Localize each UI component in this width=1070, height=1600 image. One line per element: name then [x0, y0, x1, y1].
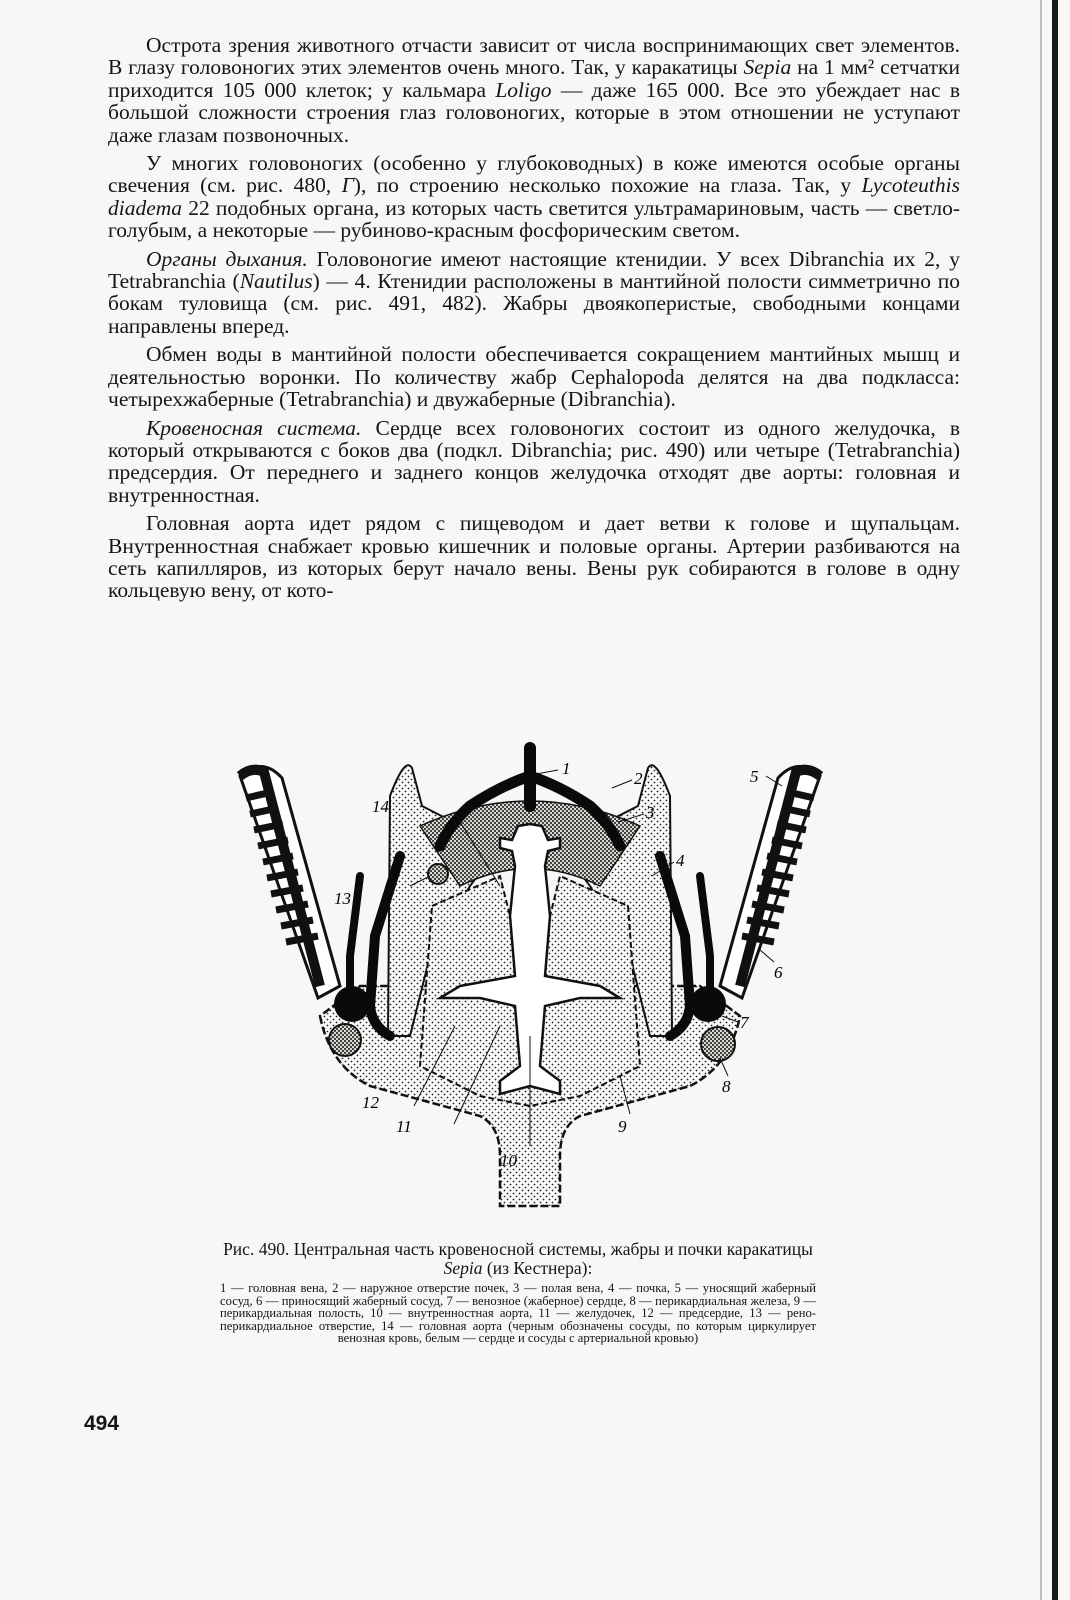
text-run: Кровеносная система.: [146, 415, 362, 440]
label-2: 2: [634, 769, 643, 788]
label-10: 10: [500, 1151, 517, 1170]
label-7: 7: [740, 1013, 749, 1032]
left-gill: [240, 766, 340, 998]
label-14: 14: [372, 797, 389, 816]
label-13: 13: [334, 889, 351, 908]
text-run: ), по строению несколько похожие на глаза. Так, у: [353, 173, 862, 198]
label-5: 5: [750, 767, 759, 786]
text-run: Loligo: [495, 77, 552, 102]
text-run: на 1 мм² сетчатки приходится 105 000 клеток; у кальмара: [108, 55, 960, 102]
label-1: 1: [562, 759, 571, 778]
label-8: 8: [722, 1077, 731, 1096]
label-3: 3: [646, 803, 655, 822]
text-run: — даже 165 000. Все это убеждает нас в большой сложности строения глаз головоногих, которые в этом отношении не уступают даже глазам позвоночных.: [108, 77, 960, 147]
caption-genus: Sepia: [443, 1258, 483, 1278]
label-9: 9: [618, 1117, 627, 1136]
body-text: [108, 34, 960, 608]
scan-shadow: [1040, 0, 1042, 1600]
text-run: Органы дыхания.: [146, 246, 308, 271]
text-run: Сердце всех головоногих состоит из одного желудочка, в который открываются с боков два (подкл. Dibranchia; рис. 490) или четыре (Tetrabranchia) предсердия. От переднего и заднего концов желудочка отходят две аорты: головная и внутренностная.: [108, 415, 960, 507]
text-run: Острота зрения животного отчасти зависит от числа воспринимающих свет элементов. В глазу головоногих этих элементов очень много. Так, у каракатицы: [108, 33, 960, 80]
label-6: 6: [774, 963, 783, 982]
paragraph-3: [108, 248, 960, 338]
text-run: 22 подобных органа, из которых часть светится ультрамариновым, часть — светло-голубым, а некоторые — рубиново-красным фосфорическим светом.: [108, 195, 960, 243]
paragraph-4: [108, 343, 960, 410]
text-run: Обмен воды в мантийной полости обеспечивается сокращением мантийных мышц и деятельностью воронки. По количеству жабр Cephalopoda делятся на два подкласса: четырехжаберные (Tetrabranchia) и двужаберные (Dibranchia).: [108, 342, 960, 412]
text-run: Головоногие имеют настоящие ктенидии. У всех Dibranchia их 2, у Tetrabranchia (: [108, 246, 960, 294]
label-12: 12: [362, 1093, 379, 1112]
caption-post: (из Кестнера):: [482, 1258, 593, 1278]
paragraph-5: [108, 417, 960, 507]
scan-edge: [1052, 0, 1058, 1600]
paragraph-6: [108, 512, 960, 602]
text-run: Головная аорта идет рядом с пищеводом и дает ветви к голове и щупальцам. Внутренностная снабжает кровью кишечник и половые органы. Артерии разбиваются на сеть капилляров, из которых берут начало вены. Вены рук собираются в голове в одну кольцевую вену, от кото-: [108, 511, 960, 603]
page-number: 494: [84, 1412, 120, 1435]
text-run: Sepia: [743, 55, 792, 80]
caption-legend: 1 — головная вена, 2 — наружное отверстие почек, 3 — полая вена, 4 — почка, 5 — уносящий жаберный сосуд, 6 — приносящий жаберный сосуд, 7 — венозное (жаберное) сердце, 8 — перикардиальная железа, 9 — перикардиальная полость, 10 — внутренностная аорта, 11 — желудочек, 12 — предсердие, 13 — рено-перикардиальное отверстие, 14 — головная аорта (черным обозначены сосуды, по которым циркулирует венозная кровь, белым — сердце и сосуды с артериальной кровью): [220, 1281, 816, 1346]
right-gill: [720, 766, 820, 998]
figure-490: [200, 736, 860, 1216]
text-run: У многих головоногих (особенно у глубоководных) в коже имеются особые органы свечения (см. рис. 480,: [108, 151, 960, 198]
text-run: ) — 4. Ктенидии расположены в мантийной полости симметрично по бокам туловища (см. рис. 491, 482). Жабры двоякоперистые, свободными концами направлены вперед.: [108, 269, 960, 338]
caption-pre: Рис. 490. Центральная часть кровеносной системы, жабры и почки каракатицы: [223, 1239, 813, 1259]
text-run: Lycoteuthis diadema: [108, 173, 960, 220]
label-11: 11: [396, 1117, 412, 1136]
figure-caption: [220, 1240, 816, 1345]
paragraph-1: [108, 34, 960, 146]
text-run: Nautilus: [239, 269, 313, 294]
text-run: Г: [341, 173, 354, 198]
caption-title: [220, 1240, 816, 1278]
paragraph-2: [108, 152, 960, 242]
label-4: 4: [676, 851, 685, 870]
